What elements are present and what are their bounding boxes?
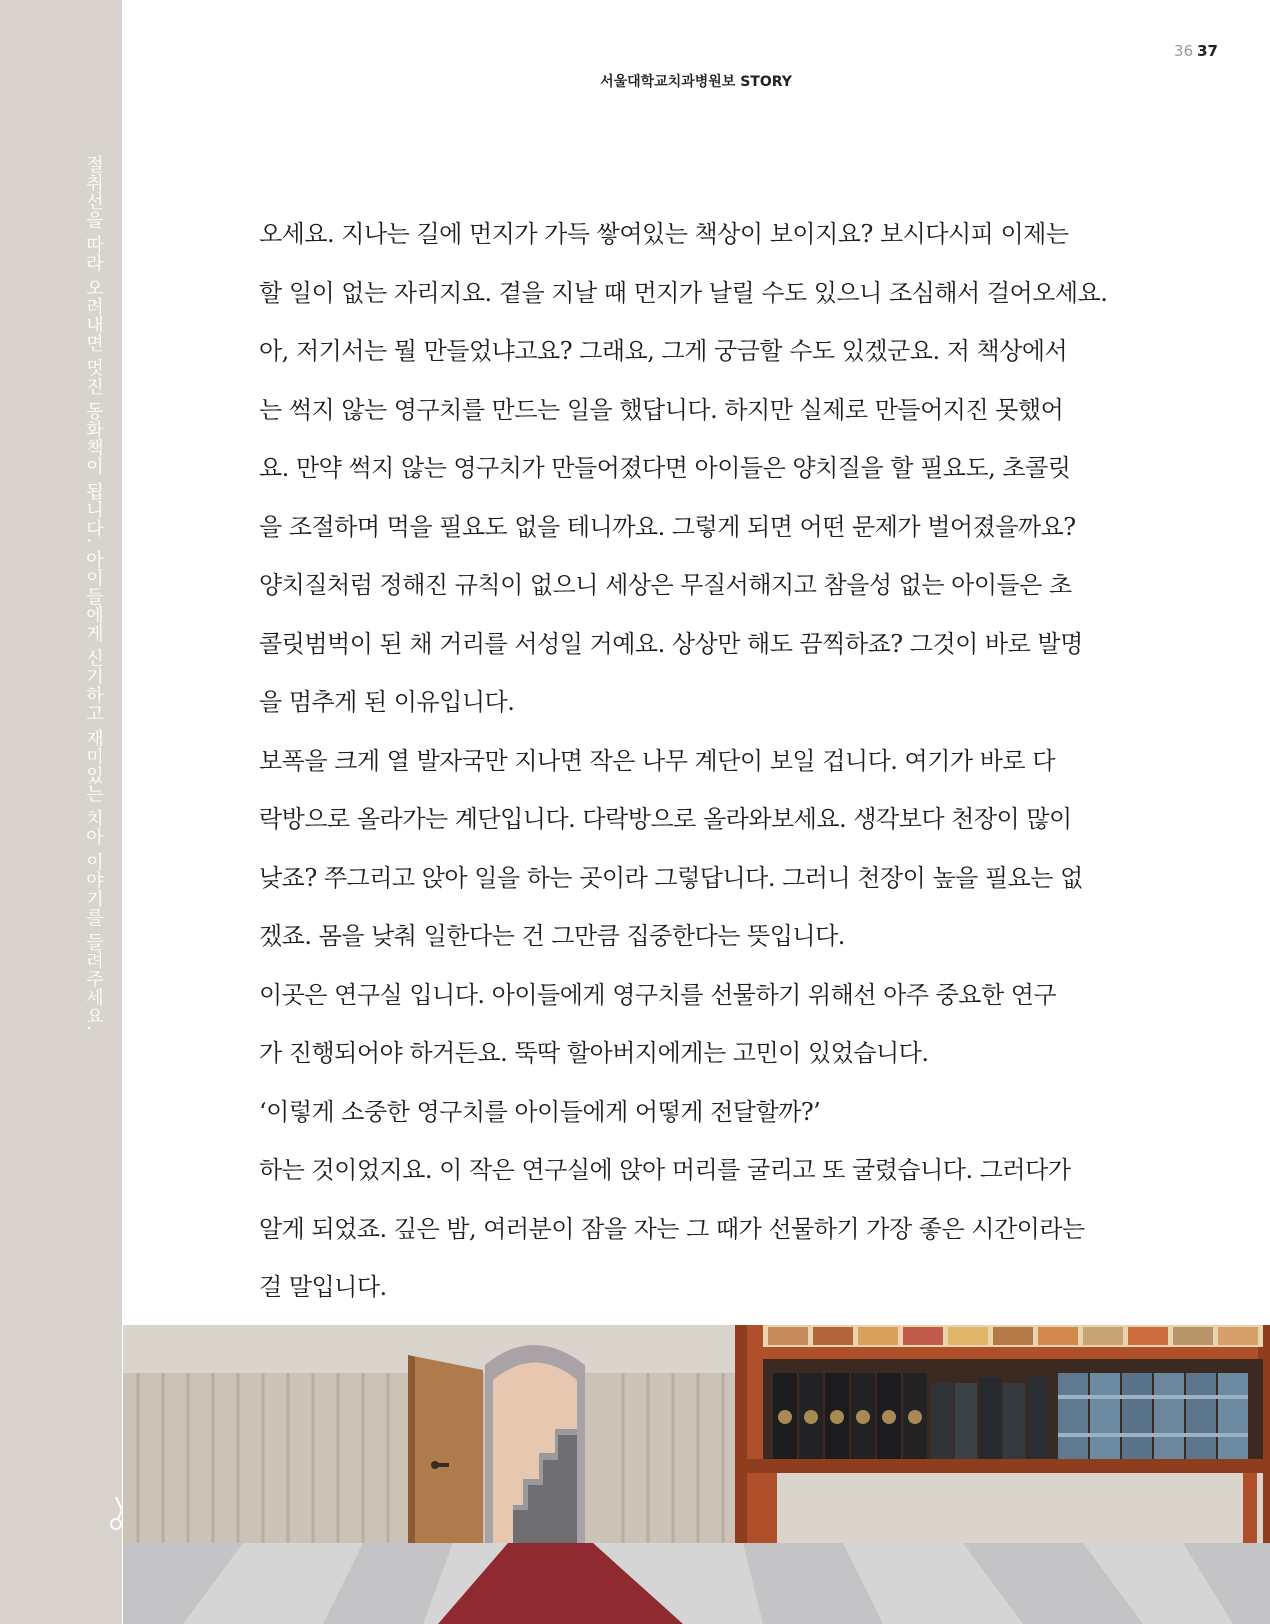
attic-room-illustration	[123, 1325, 1270, 1624]
story-body	[259, 205, 1154, 1317]
text-line: 락방으로 올라가는 계단입니다. 다락방으로 올라와보세요. 생각보다 천장이 많이	[259, 805, 1072, 833]
text-line: 이곳은 연구실 입니다. 아이들에게 영구치를 선물하기 위해선 아주 중요한 연구	[259, 980, 1057, 1009]
text-line: 할 일이 없는 자리지요. 곁을 지날 때 먼지가 날릴 수도 있으니 조심해서 걸어오세요.	[259, 278, 1108, 307]
text-line: ‘이렇게 소중한 영구치를 아이들에게 어떻게 전달할까?’	[259, 1097, 821, 1126]
page-number-right: 37	[1197, 42, 1218, 60]
text-line: 보폭을 크게 열 발자국만 지나면 작은 나무 계단이 보일 겁니다. 여기가 바로 다	[259, 746, 1055, 775]
text-line: 오세요. 지나는 길에 먼지가 가득 쌓여있는 책상이 보이지요? 보시다시피 이제는	[259, 220, 1069, 248]
book-row-dark	[773, 1373, 1049, 1459]
text-line: 을 조절하며 먹을 필요도 없을 테니까요. 그렇게 되면 어떤 문제가 벌어졌을까요?	[259, 512, 1076, 541]
text-line: 걸 말입니다.	[259, 1273, 387, 1301]
text-line: 하는 것이었지요. 이 작은 연구실에 앉아 머리를 굴리고 또 굴렸습니다. 그러다가	[259, 1156, 1071, 1184]
text-line: 아, 저기서는 뭘 만들었냐고요? 그래요, 그게 궁금할 수도 있겠군요. 저 책상에서	[259, 337, 1068, 365]
text-line: 겠죠. 몸을 낮춰 일한다는 건 그만큼 집중한다는 뜻입니다.	[259, 922, 845, 950]
running-header: 서울대학교치과병원보 STORY	[600, 74, 792, 90]
text-line: 낮죠? 쭈그리고 앉아 일을 하는 곳이라 그렇답니다. 그러니 천장이 높을 필요는 없	[259, 863, 1083, 892]
book-row-top	[768, 1327, 1258, 1345]
text-line: 을 멈추게 된 이유입니다.	[259, 688, 515, 716]
open-door	[408, 1355, 483, 1543]
text-line: 콜릿범벅이 된 채 거리를 서성일 거예요. 상상만 해도 끔찍하죠? 그것이 바로 발명	[259, 629, 1083, 658]
text-line: 가 진행되어야 하거든요. 뚝딱 할아버지에게는 고민이 있었습니다.	[259, 1039, 929, 1067]
page-numbers	[1174, 42, 1218, 60]
text-line: 는 썩지 않는 영구치를 만드는 일을 했답니다. 하지만 실제로 만들어지진 못했어	[259, 395, 1064, 424]
checkered-floor	[123, 1543, 1270, 1624]
page-number-left: 36	[1174, 42, 1194, 60]
text-line: 양치질처럼 정해진 규칙이 없으니 세상은 무질서해지고 참을성 없는 아이들은 초	[259, 571, 1072, 599]
doorway	[485, 1345, 585, 1543]
text-line: 알게 되었죠. 깊은 밤, 여러분이 잠을 자는 그 때가 선물하기 가장 좋은 시간이라는	[259, 1214, 1085, 1243]
sidebar-instruction-text: 절취선을 따라 오려내면 멋진 동화책이 됩니다. 아이들에게 신기하고 재미있는 치아 이야기를 들려주세요.	[83, 155, 104, 1032]
text-line: 요. 만약 썩지 않는 영구치가 만들어졌다면 아이들은 양치질을 할 필요도, 초콜릿	[259, 454, 1071, 482]
bookshelf	[735, 1325, 1270, 1543]
